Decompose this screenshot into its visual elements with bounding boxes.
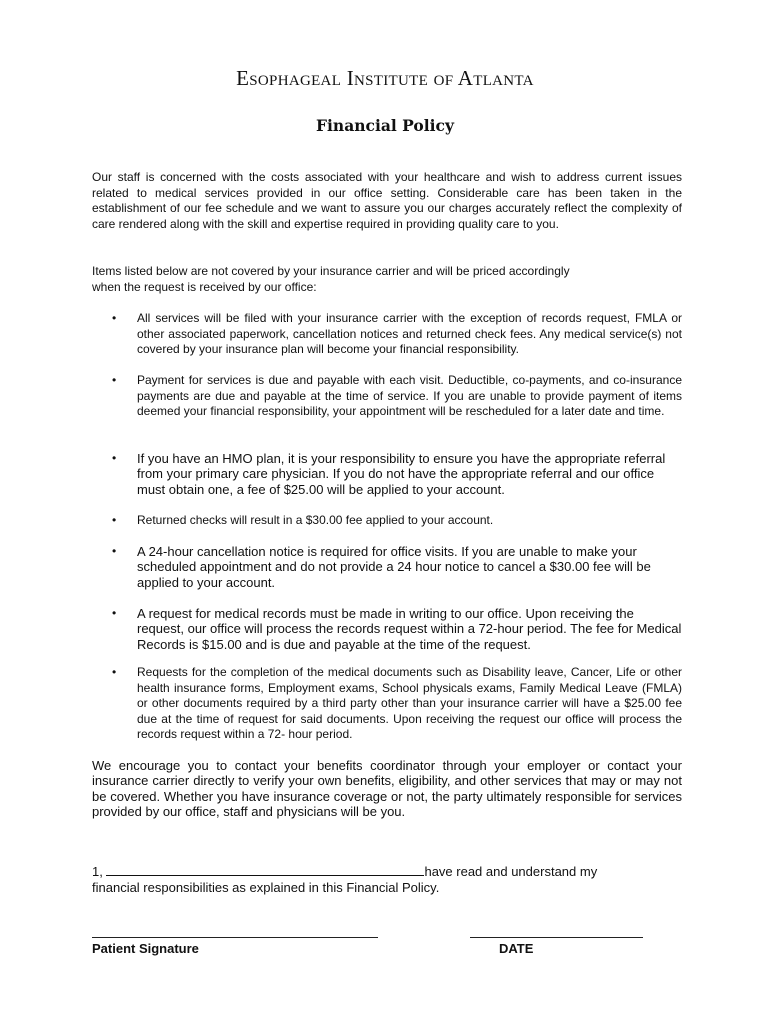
bullet-text: A request for medical records must be made in writing to our office. Upon receiving the request, our office will process the records request within a 72-hour period. The fee for Medical Records is $15.00 and is due and payable at the time of the request. xyxy=(137,606,682,652)
bullet-text: Payment for services is due and payable with each visit. Deductible, co-payments, and co-insurance payments are due and payable at the time of service. If you are unable to provide payment of items deemed your financial responsibility, your appointment will be rescheduled for a later date and time. xyxy=(137,373,682,419)
patient-signature-line[interactable] xyxy=(92,937,378,938)
bullet-icon: • xyxy=(112,451,117,465)
ack-suffix: have read and understand my xyxy=(424,864,598,879)
page-subtitle: Financial Policy xyxy=(316,116,454,135)
bullet-icon: • xyxy=(112,606,117,620)
bullet-icon: • xyxy=(112,665,117,679)
bullet-text: A 24-hour cancellation notice is required for office visits. If you are unable to make your scheduled appointment and do not provide a 24 hour notice to cancel a $30.00 fee will be applied to your account. xyxy=(137,544,651,590)
date-line[interactable] xyxy=(470,937,643,938)
bullet-icon: • xyxy=(112,373,117,387)
name-blank-line[interactable] xyxy=(106,863,424,876)
bullet-text: Returned checks will result in a $30.00 fee applied to your account. xyxy=(137,513,494,527)
bullet-text: Requests for the completion of the medical documents such as Disability leave, Cancer, Life or other health insurance forms, Employment exams, School physicals exams, Family Medical Leave (FMLA) or other documents required by a third party other than your insurance carrier will have a $25.00 fee due at the time of request for said documents. Upon receiving the request our office will process the records request within a 72- hour period. xyxy=(137,665,682,742)
items-intro-line2: when the request is received by our office: xyxy=(92,279,317,294)
acknowledgement xyxy=(92,863,682,896)
encourage-paragraph: We encourage you to contact your benefits coordinator through your employer or contact your insurance carrier directly to verify your own benefits, eligibility, and other services that may or may not be covered. Whether you have insurance coverage or not, the party ultimately responsible for services provided by our office, staff and physicians will be you. xyxy=(92,758,682,820)
ack-line2: financial responsibilities as explained in this Financial Policy. xyxy=(92,880,440,895)
patient-signature-label: Patient Signature xyxy=(92,941,199,956)
ack-prefix: 1, xyxy=(92,864,107,879)
items-intro xyxy=(92,264,682,295)
bullet-icon: • xyxy=(112,513,117,527)
page-title: Esophageal Institute of Atlanta xyxy=(236,66,534,90)
items-intro-line1: Items listed below are not covered by your insurance carrier and will be priced accordingly xyxy=(92,264,570,278)
bullet-icon: • xyxy=(112,311,117,325)
date-label: DATE xyxy=(499,941,534,956)
bullet-text: If you have an HMO plan, it is your responsibility to ensure you have the appropriate referral from your primary care physician. If you do not have the appropriate referral and our office must obtain one, a fee of $25.00 will be applied to your account. xyxy=(137,451,666,497)
intro-paragraph: Our staff is concerned with the costs associated with your healthcare and wish to address current issues related to medical services provided in our office setting. Considerable care has been taken in the establishment of our fee schedule and we want to assure you our charges accurately reflect the complexity of care rendered along with the skill and expertise required in providing quality care to you. xyxy=(92,170,682,231)
bullet-icon: • xyxy=(112,544,117,558)
bullet-text: All services will be filed with your insurance carrier with the exception of records request, FMLA or other associated paperwork, cancellation notices and returned check fees. Any medical service(s) not covered by your insurance plan will become your financial responsibility. xyxy=(137,311,682,357)
